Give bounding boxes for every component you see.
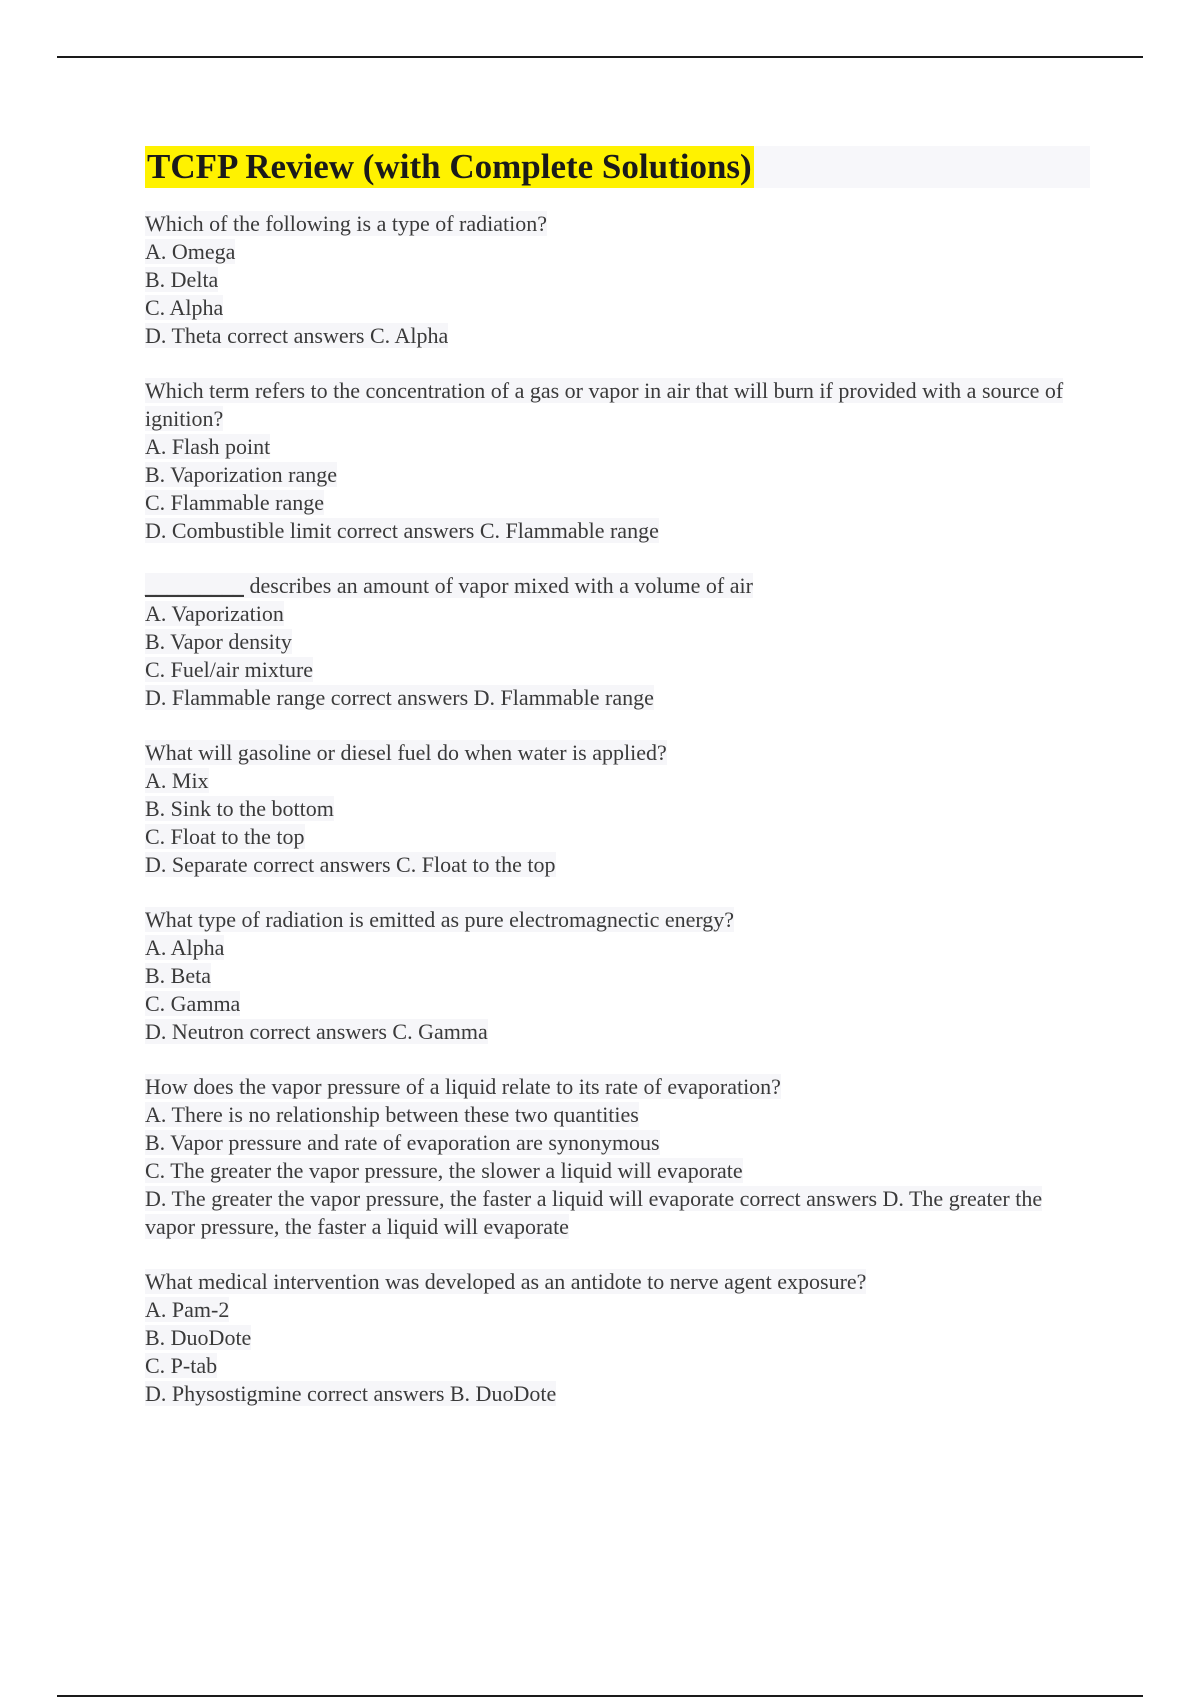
answer-option: C. The greater the vapor pressure, the slower a liquid will evaporate <box>145 1158 743 1183</box>
answer-option: C. Alpha <box>145 295 224 320</box>
question-6 <box>145 1073 1090 1241</box>
question-2 <box>145 377 1090 545</box>
answer-option: A. Vaporization <box>145 601 284 626</box>
question-7 <box>145 1268 1090 1408</box>
answer-option: C. Fuel/air mixture <box>145 657 314 682</box>
answer-option: C. Float to the top <box>145 824 305 849</box>
question-1 <box>145 210 1090 350</box>
answer-option: B. Beta <box>145 963 211 988</box>
page-title: TCFP Review (with Complete Solutions) <box>147 147 752 186</box>
question-prompt: Which term refers to the concentration of a gas or vapor in air that will burn if provided with a source of ignition? <box>145 378 1064 431</box>
answer-option-with-solution: D. Separate correct answers C. Float to the top <box>145 852 556 877</box>
answer-option: B. Vapor pressure and rate of evaporation are synonymous <box>145 1130 660 1155</box>
document-body <box>145 146 1090 1435</box>
answer-option: A. Omega <box>145 239 236 264</box>
answer-option-with-solution: D. Flammable range correct answers D. Flammable range <box>145 685 654 710</box>
answer-option: C. Flammable range <box>145 490 325 515</box>
answer-option-with-solution: D. Theta correct answers C. Alpha <box>145 323 449 348</box>
question-prompt: What will gasoline or diesel fuel do when water is applied? <box>145 740 667 765</box>
answer-option: B. DuoDote <box>145 1325 252 1350</box>
question-prompt: Which of the following is a type of radiation? <box>145 211 547 236</box>
question-prompt: What type of radiation is emitted as pure electromagnectic energy? <box>145 907 735 932</box>
answer-option: A. Pam-2 <box>145 1297 230 1322</box>
answer-option: C. Gamma <box>145 991 241 1016</box>
answer-option: A. Alpha <box>145 935 225 960</box>
answer-option-with-solution: D. The greater the vapor pressure, the faster a liquid will evaporate correct answers D. The greater the vapor pressure, the faster a liquid will evaporate <box>145 1186 1043 1239</box>
fill-in-blank: _________ <box>145 573 244 598</box>
answer-option: B. Vaporization range <box>145 462 338 487</box>
answer-option: C. P-tab <box>145 1353 218 1378</box>
answer-option: B. Vapor density <box>145 629 292 654</box>
question-prompt: What medical intervention was developed as an antidote to nerve agent exposure? <box>145 1269 867 1294</box>
answer-option: A. Mix <box>145 768 209 793</box>
answer-option-with-solution: D. Combustible limit correct answers C. Flammable range <box>145 518 659 543</box>
title-band <box>145 146 1090 188</box>
answer-option-with-solution: D. Physostigmine correct answers B. DuoDote <box>145 1381 557 1406</box>
answer-option: B. Delta <box>145 267 219 292</box>
answer-option-with-solution: D. Neutron correct answers C. Gamma <box>145 1019 488 1044</box>
question-prompt: How does the vapor pressure of a liquid relate to its rate of evaporation? <box>145 1074 781 1099</box>
question-3 <box>145 572 1090 712</box>
answer-option: A. There is no relationship between these two quantities <box>145 1102 639 1127</box>
answer-option: B. Sink to the bottom <box>145 796 334 821</box>
question-prompt: _________ describes an amount of vapor mixed with a volume of air <box>145 573 753 598</box>
top-rule <box>57 56 1143 58</box>
question-5 <box>145 906 1090 1046</box>
question-4 <box>145 739 1090 879</box>
bottom-rule <box>57 1695 1143 1697</box>
answer-option: A. Flash point <box>145 434 271 459</box>
